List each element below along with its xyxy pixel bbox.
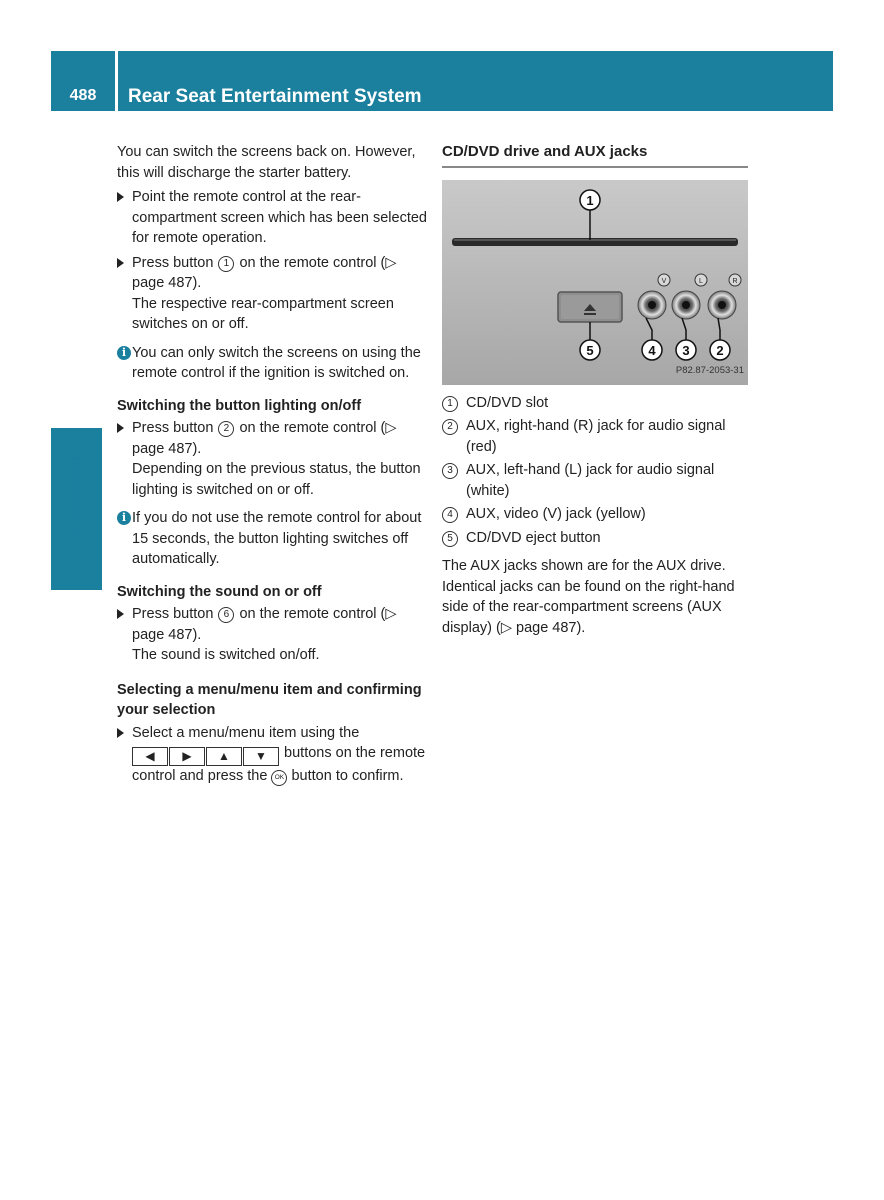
subheading-sound: Switching the sound on or off bbox=[117, 583, 322, 600]
aux-note: The AUX jacks shown are for the AUX drive. Identical jacks can be found on the right-hand side of the rear-compartment screens (AUX display) (▷ page 487). bbox=[442, 558, 735, 636]
step-result: Depending on the previous status, the button lighting is switched on or off. bbox=[132, 461, 421, 498]
legend-number-icon: 2 bbox=[442, 419, 458, 435]
intro-paragraph: You can switch the screens back on. However, this will discharge the starter battery. bbox=[117, 144, 416, 181]
left-column bbox=[117, 142, 427, 791]
callout-1: 1 bbox=[586, 192, 594, 208]
arrow-bullet-icon bbox=[117, 423, 124, 433]
info-note-ignition bbox=[117, 343, 427, 384]
legend-item bbox=[442, 393, 748, 414]
up-arrow-key-icon: ▲ bbox=[206, 747, 242, 766]
step-text: Press button bbox=[132, 606, 214, 622]
step-text: buttons on the remote control and press the bbox=[132, 745, 426, 784]
step-press-button-6 bbox=[117, 604, 427, 666]
info-icon: i bbox=[117, 511, 131, 525]
step-result: The sound is switched on/off. bbox=[132, 647, 320, 663]
step-text: button to confirm. bbox=[291, 768, 404, 784]
callout-4: 4 bbox=[648, 342, 656, 358]
jack-label-r: R bbox=[732, 277, 738, 285]
drive-illustration bbox=[442, 180, 748, 385]
arrow-bullet-icon bbox=[117, 728, 124, 738]
legend-text: AUX, left-hand (L) jack for audio signal (white) bbox=[466, 462, 715, 499]
step-text: Press button bbox=[132, 420, 214, 436]
info-icon: i bbox=[117, 346, 131, 360]
step-text: Press button bbox=[132, 254, 214, 271]
legend-item bbox=[442, 416, 748, 457]
page-number: 488 bbox=[51, 51, 115, 111]
figure-legend bbox=[442, 393, 748, 549]
figure-code: P82.87-2053-31 bbox=[675, 365, 744, 376]
step-text: on the remote control (▷ page 487). bbox=[132, 420, 397, 457]
legend-number-icon: 3 bbox=[442, 463, 458, 479]
info-text: If you do not use the remote control for about 15 seconds, the button lighting switches off automatically. bbox=[132, 510, 422, 567]
step-text: on the remote control (▷ page 487). bbox=[132, 606, 397, 643]
legend-item bbox=[442, 504, 748, 525]
right-column bbox=[442, 142, 748, 638]
arrow-bullet-icon bbox=[117, 609, 124, 619]
legend-number-icon: 1 bbox=[442, 396, 458, 412]
subheading-menu-selection: Selecting a menu/menu item and confirming your selection bbox=[117, 681, 422, 718]
jack-label-l: L bbox=[699, 277, 703, 285]
legend-text: AUX, video (V) jack (yellow) bbox=[466, 506, 646, 522]
step-text: Select a menu/menu item using the bbox=[132, 724, 360, 741]
button-number-icon: 1 bbox=[218, 256, 234, 272]
ok-button-icon: OK bbox=[271, 770, 287, 786]
step-press-button-1 bbox=[117, 253, 427, 335]
left-arrow-key-icon: ◀ bbox=[132, 747, 168, 766]
drive-figure bbox=[442, 180, 748, 385]
legend-text: CD/DVD slot bbox=[466, 394, 549, 411]
step-press-button-2 bbox=[117, 418, 427, 500]
info-note-auto-off bbox=[117, 508, 427, 570]
legend-number-icon: 5 bbox=[442, 531, 458, 547]
info-text: You can only switch the screens on using the remote control if the ignition is switched on. bbox=[132, 344, 421, 381]
jack-label-v: V bbox=[661, 277, 667, 285]
section-title: CD/DVD drive and AUX jacks bbox=[442, 142, 748, 168]
legend-item bbox=[442, 460, 748, 501]
step-point-remote bbox=[117, 187, 427, 249]
legend-number-icon: 4 bbox=[442, 507, 458, 523]
step-text: on the remote control (▷ page 487). bbox=[132, 254, 397, 291]
side-tab-label: COMAND bbox=[65, 445, 88, 535]
button-number-icon: 2 bbox=[218, 421, 234, 437]
right-arrow-key-icon: ▶ bbox=[169, 747, 205, 766]
page-title: Rear Seat Entertainment System bbox=[118, 51, 833, 111]
arrow-bullet-icon bbox=[117, 258, 124, 268]
side-tab-label-box bbox=[52, 440, 102, 540]
legend-text: AUX, right-hand (R) jack for audio signal (red) bbox=[466, 418, 726, 455]
legend-text: CD/DVD eject button bbox=[466, 529, 601, 546]
callout-3: 3 bbox=[682, 342, 690, 358]
down-arrow-key-icon: ▼ bbox=[243, 747, 279, 766]
callout-2: 2 bbox=[716, 342, 724, 358]
button-number-icon: 6 bbox=[218, 607, 234, 623]
subheading-button-lighting: Switching the button lighting on/off bbox=[117, 397, 362, 414]
step-result: The respective rear-compartment screen switches on or off. bbox=[132, 295, 394, 332]
callout-5: 5 bbox=[586, 342, 594, 358]
arrow-bullet-icon bbox=[117, 192, 124, 202]
legend-item bbox=[442, 528, 748, 549]
step-text: Point the remote control at the rear-compartment screen which has been selected for remote operation. bbox=[132, 189, 427, 246]
step-select-menu bbox=[117, 723, 427, 787]
